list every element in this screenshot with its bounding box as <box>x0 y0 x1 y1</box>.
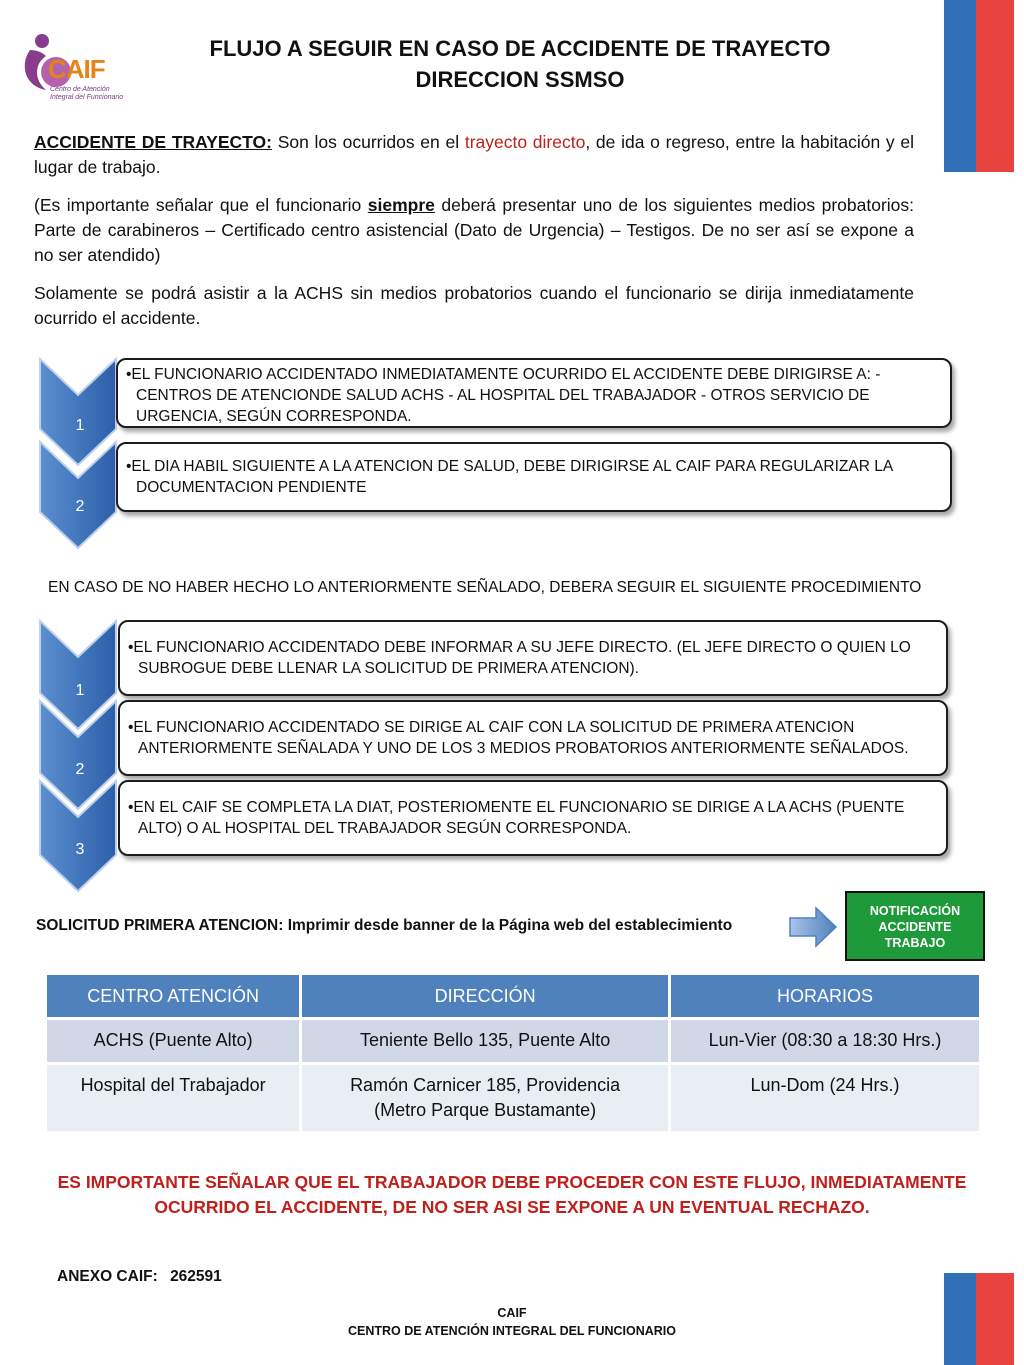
header-direccion: DIRECCIÓN <box>301 974 670 1019</box>
flow1-step-1 <box>116 358 952 428</box>
notificacion-accidente-button[interactable] <box>845 891 985 961</box>
flow1-step-1-text: •EL FUNCIONARIO ACCIDENTADO INMEDIATAMENTE OCURRIDO EL ACCIDENTE DEBE DIRIGIRSE A: - CENTROS DE ATENCIONDE SALUD ACHS - AL HOSPITAL DEL TRABAJADOR - OTROS SERVICIO DE URGENCIA, SEGÚN CORRESPONDA. <box>126 366 881 425</box>
notif-line-1: NOTIFICACIÓN <box>869 904 961 918</box>
note-paragraph <box>34 193 914 268</box>
logo-text: CAIF <box>48 54 105 84</box>
cell-centro: ACHS (Puente Alto) <box>46 1019 301 1064</box>
footer <box>300 1304 724 1340</box>
anexo-label: ANEXO CAIF: <box>57 1268 158 1285</box>
title-line-1: FLUJO A SEGUIR EN CASO DE ACCIDENTE DE TRAYECTO <box>209 36 831 61</box>
flow1-step-1-number: 1 <box>75 417 85 434</box>
note-emphasis: siempre <box>367 195 435 215</box>
footer-line-1: CAIF <box>497 1306 527 1320</box>
anexo-value: 262591 <box>170 1268 222 1285</box>
note-text-a: (Es importante señalar que el funcionario <box>34 195 368 215</box>
flow2-step-2 <box>118 700 948 776</box>
flag-blue-top <box>944 0 976 172</box>
definition-text-a: Son los ocurridos en el <box>271 132 465 152</box>
definition-paragraph <box>34 130 914 180</box>
definition-text-b: , de ida o regreso, entre la habitación y el lugar de trabajo. <box>34 132 915 177</box>
logo-tagline-2: Integral del Funcionario <box>50 94 124 101</box>
caif-logo <box>20 28 130 103</box>
alternative-procedure-heading: EN CASO DE NO HABER HECHO LO ANTERIORMENTE SEÑALADO, DEBERA SEGUIR EL SIGUIENTE PROCEDIMIENTO <box>48 579 922 596</box>
header-horarios: HORARIOS <box>670 974 981 1019</box>
cell-centro: Hospital del Trabajador <box>46 1064 301 1133</box>
warning-line-1: ES IMPORTANTE SEÑALAR QUE EL TRABAJADOR DEBE PROCEDER CON ESTE FLUJO, INMEDIATAMENTE <box>57 1172 967 1192</box>
flow1-step-2-number: 2 <box>75 498 85 515</box>
flag-blue-bottom <box>944 1273 976 1365</box>
only-paragraph: Solamente se podrá asistir a la ACHS sin medios probatorios cuando el funcionario se dirija inmediatamente ocurrido el accidente. <box>34 283 914 328</box>
anexo <box>57 1268 222 1286</box>
solicitud-text: SOLICITUD PRIMERA ATENCION: Imprimir desde banner de la Página web del establecimiento <box>36 917 733 934</box>
warning-line-2: OCURRIDO EL ACCIDENTE, DE NO SER ASI SE EXPONE A UN EVENTUAL RECHAZO. <box>154 1197 870 1217</box>
header-centro: CENTRO ATENCIÓN <box>46 974 301 1019</box>
table-header-row <box>46 974 981 1019</box>
cell-direccion <box>301 1064 670 1133</box>
flow2-step-1 <box>118 620 948 696</box>
cell-horario: Lun-Vier (08:30 a 18:30 Hrs.) <box>670 1019 981 1064</box>
note-text-b: deberá presentar uno de los siguientes medios probatorios: Parte de carabineros – Certificado centro asistencial (Dato de Urgencia) – Testigos. De no ser así se expone a no ser atendido) <box>34 195 915 265</box>
definition-label: ACCIDENTE DE TRAYECTO: <box>34 132 272 152</box>
arrow-right-icon <box>788 906 838 948</box>
cell-direccion: Teniente Bello 135, Puente Alto <box>301 1019 670 1064</box>
notif-line-3: TRABAJO <box>884 936 946 950</box>
flow2-step-3-number: 3 <box>75 841 85 858</box>
flag-red-top <box>976 0 1014 172</box>
flow2-chevron-3 <box>38 779 122 895</box>
flow2-step-2-text: •EL FUNCIONARIO ACCIDENTADO SE DIRIGE AL CAIF CON LA SOLICITUD DE PRIMERA ATENCION ANTERIORMENTE SEÑALADA Y UNO DE LOS 3 MEDIOS PROBATORIOS ANTERIORMENTE SEÑALADOS. <box>128 719 909 757</box>
logo-tagline-1: Centro de Atención <box>50 86 110 93</box>
cell-direccion-line-2: (Metro Parque Bustamante) <box>374 1100 597 1120</box>
table-row <box>46 1064 981 1133</box>
flow1-step-2-text: •EL DIA HABIL SIGUIENTE A LA ATENCION DE SALUD, DEBE DIRIGIRSE AL CAIF PARA REGULARIZAR LA DOCUMENTACION PENDIENTE <box>126 458 893 496</box>
flow2-step-1-number: 1 <box>75 682 85 699</box>
flow2-step-3 <box>118 780 948 856</box>
footer-line-2: CENTRO DE ATENCIÓN INTEGRAL DEL FUNCIONARIO <box>347 1324 676 1338</box>
centers-table <box>44 972 982 1134</box>
page-title <box>180 33 860 95</box>
flow2-step-1-text: •EL FUNCIONARIO ACCIDENTADO DEBE INFORMAR A SU JEFE DIRECTO. (EL JEFE DIRECTO O QUIEN LO SUBROGUE DEBE LLENAR LA SOLICITUD DE PRIMERA ATENCION). <box>128 639 911 677</box>
flag-red-bottom <box>976 1273 1014 1365</box>
table-row <box>46 1019 981 1064</box>
flow1-chevron-2 <box>38 440 122 550</box>
warning-text <box>40 1170 984 1220</box>
flow1-step-2 <box>116 442 952 512</box>
title-line-2: DIRECCION SSMSO <box>415 67 625 92</box>
cell-direccion-line-1: Ramón Carnicer 185, Providencia <box>350 1075 621 1095</box>
definition-highlight: trayecto directo <box>464 132 586 152</box>
cell-horario: Lun-Dom (24 Hrs.) <box>670 1064 981 1133</box>
notif-line-2: ACCIDENTE <box>878 920 952 934</box>
flow2-step-3-text: •EN EL CAIF SE COMPLETA LA DIAT, POSTERIOMENTE EL FUNCIONARIO SE DIRIGE A LA ACHS (PUENTE ALTO) O AL HOSPITAL DEL TRABAJADOR SEGÚN CORRESPONDA. <box>128 799 905 837</box>
flow2-step-2-number: 2 <box>75 761 85 778</box>
